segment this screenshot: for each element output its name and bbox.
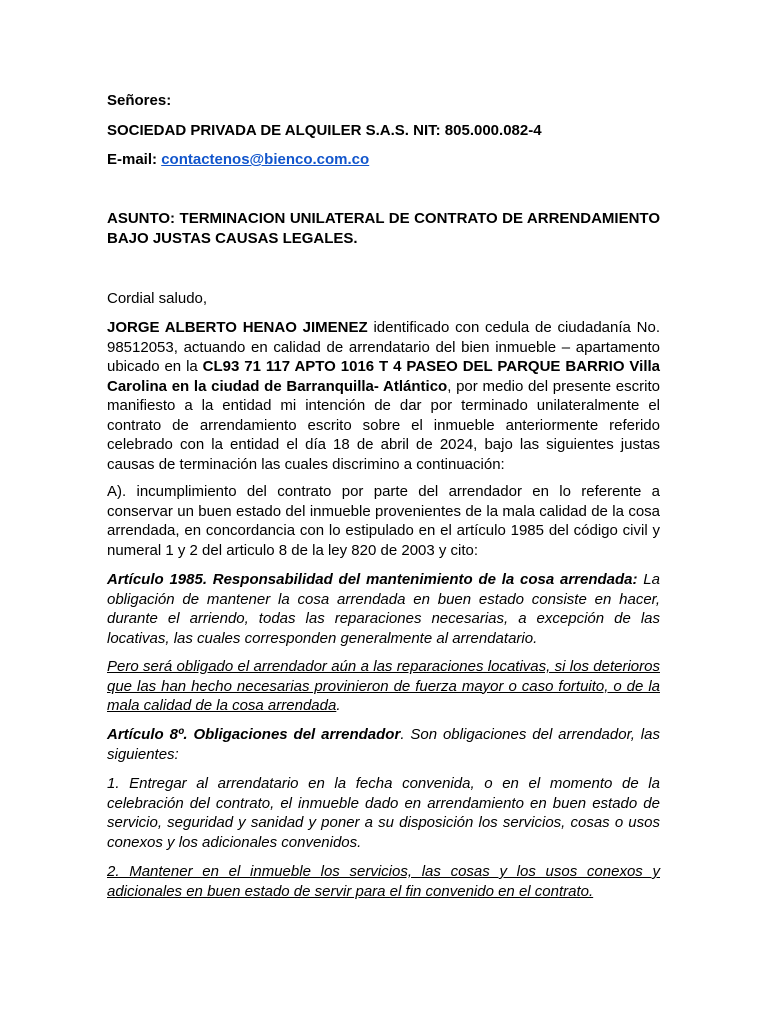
email-label: E-mail:	[107, 151, 158, 168]
article-1985-body: La obligación de mantener la cosa arrendada en buen estado consiste en hacer, durante el arriendo, todas las reparaciones necesarias, a excepción de las locativas, las cuales corresponden generalmente al arrendatario.	[107, 571, 660, 647]
article-8-title: Artículo 8º. Obligaciones del arrendador	[107, 726, 401, 743]
article-1985-paragraph	[107, 570, 660, 648]
subject-line: ASUNTO: TERMINACION UNILATERAL DE CONTRATO DE ARRENDAMIENTO BAJO JUSTAS CAUSAS LEGALES.	[107, 210, 660, 247]
article-1985-title: Artículo 1985. Responsabilidad del mantenimiento de la cosa arrendada:	[107, 571, 638, 588]
article-8-body: . Son obligaciones del arrendador, las siguientes:	[107, 726, 660, 763]
intro-text-1: identificado con cedula de ciudadanía No. 98512053, actuando en calidad de arrendatario del bien inmueble – apartamento ubicado en la	[107, 319, 660, 375]
article-1985-underlined-paragraph	[107, 657, 660, 716]
article-8-item-2: 2. Mantener en el inmueble los servicios, las cosas y los usos conexos y adicionales en buen estado de servir para el fin convenido en el contrato.	[107, 863, 660, 900]
article-8-paragraph	[107, 725, 660, 764]
company-line: SOCIEDAD PRIVADA DE ALQUILER S.A.S. NIT: 805.000.082-4	[107, 122, 542, 139]
article-1985-end: .	[336, 697, 341, 714]
intro-text-2: , por medio del presente escrito manifiesto a la entidad mi intención de dar por terminado unilateralmente el contrato de arrendamiento escrito sobre el inmueble anteriormente referido celebrado con la entidad el día 18 de abril de 2024, bajo las siguientes justas causas de terminación las cuales discrimino a continuación:	[107, 377, 660, 473]
article-8-item-1: 1. Entregar al arrendatario en la fecha convenida, o en el momento de la celebración del contrato, el inmueble dado en arrendamiento en buen estado de servicio, seguridad y sanidad y poner a su disposición los servicios, cosas o usos conexos y los adicionales convenidos.	[107, 775, 660, 851]
salutation-to: Señores:	[107, 92, 172, 109]
property-address: CL93 71 117 APTO 1016 T 4 PASEO DEL PARQUE BARRIO Villa Carolina en la ciudad de Barranquilla- Atlántico	[107, 358, 661, 395]
email-link[interactable]: contactenos@bienco.com.co	[161, 151, 370, 168]
cause-a-paragraph: A). incumplimiento del contrato por parte del arrendador en lo referente a conservar un buen estado del inmueble provenientes de la mala calidad de la cosa arrendada, en concordancia con lo estipulado en el artículo 1985 del código civil y numeral 1 y 2 del articulo 8 de la ley 820 de 2003 y cito:	[107, 483, 660, 559]
article-1985-underlined-text: Pero será obligado el arrendador aún a las reparaciones locativas, si los deterioros que las han hecho necesarias provinieron de fuerza mayor o caso fortuito, o de la mala calidad de la cosa arrendada	[107, 658, 660, 714]
greeting: Cordial saludo,	[107, 290, 208, 307]
sender-name: JORGE ALBERTO HENAO JIMENEZ	[107, 319, 368, 336]
intro-paragraph	[107, 318, 660, 474]
email-line	[107, 150, 660, 170]
